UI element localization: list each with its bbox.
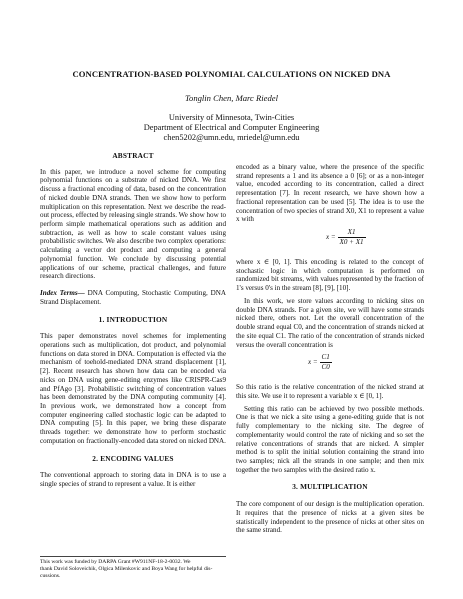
index-terms-text: DNA Computing, Stochastic Computing, DNA Strand Displacement. (40, 289, 226, 306)
left-column (40, 152, 226, 489)
affiliation-block (0, 113, 463, 143)
equation-fraction-x (236, 224, 424, 258)
encoding-paragraph-5: Setting this ratio can be achieved by two possible methods. One is that we nick a site using a gene-editing guide that is not fully complementary to the nicking site. The degree of complementarity would control the rate of nicking and so set the relative concentrations of strands that are nicked. A simpler method is to split the initial solution containing the strand into two samples; nick all the strands in one sample; and then mix together the two samples with the desired ratio x. (236, 404, 424, 474)
abstract-heading: ABSTRACT (112, 151, 154, 160)
equation-numerator: X1 (347, 228, 356, 237)
affiliation-university: University of Minnesota, Twin-Cities (168, 113, 295, 122)
equation-lhs: x = (308, 358, 318, 367)
paper-authors: Tonglin Chen, Marc Riedel (185, 93, 278, 103)
encoding-text: The conventional approach to storing data in DNA is to use a single species of strand to represent a value. It is either (40, 471, 226, 488)
equation-lhs: x = (326, 232, 336, 241)
abstract-text: In this paper, we introduce a novel scheme for computing polynomial functions on a substrate of nicked DNA. We first discuss a fractional encoding of data, based on the concentration of nicked double DNA strands. Then we show how to perform multiplication on this representation. Next we describe the read-out process, effected by releasing single strands. We show how to perform simple mathematical operations such as addition and subtraction, as well as how to scale constant values using probabilistic switches. We also describe two complex operations: calculating a vector dot product and computing a general polynomial function. We conclude by discussing potential applications of our scheme, practical challenges, and future research directions. (40, 167, 226, 281)
encoding-paragraph-2: where x ∈ [0, 1]. This encoding is related to the concept of stochastic logic in which computation is performed on randomized bit streams, with values represented by the fraction of 1's versus 0's in the stream [8], [9], [10]. (236, 258, 424, 293)
equation-denominator: C0 (321, 362, 330, 371)
multiplication-text: The core component of our design is the multiplication operation. It requires that the presence of nicks at a given sites be statistically independent to the presence of nicks at other sites on the same strand. (236, 500, 424, 535)
equation-denominator: X0 + X1 (339, 237, 364, 246)
paper-title: CONCENTRATION-BASED POLYNOMIAL CALCULATIONS ON NICKED DNA (72, 69, 391, 79)
encoding-paragraph-1: encoded as a binary value, where the presence of the specific strand represents a 1 and its absence a 0 [6]; or as a non-integer value, encoded according to its concentration, called a direct representation [7]. In recent research, we have shown how a fractional representation can be used [5]. The idea is to use the concentration of two species of strand X0, X1 to represent a value x with (236, 163, 424, 224)
footnote (40, 556, 226, 580)
equation-fraction (320, 353, 332, 371)
equation-fraction (338, 228, 366, 246)
encoding-paragraph-4: So this ratio is the relative concentration of the nicked strand at this site. We use it to represent a variable x ∈ [0, 1]. (236, 383, 424, 400)
affiliation-department: Department of Electrical and Computer Engineering (143, 123, 320, 132)
intro-heading: 1. INTRODUCTION (98, 314, 168, 324)
encoding-heading: 2. ENCODING VALUES (92, 453, 174, 463)
intro-text: This paper demonstrates novel schemes for implementing operations such as multiplication, dot product, and polynomial functions on data stored in DNA. Computation is effected via the mechanism of toehold-mediated DNA strand displacement [1], [2]. Recent research has shown how data can be encoded via nicks on DNA using gene-editing enzymes like CRISPR-Cas9 and PfAgo [3]. Probabilistic switching of concentration values has been demonstrated by the DNA computing community [4]. In previous work, we demonstrated how a concept from computer engineering called stochastic logic can be adapted to DNA computing [5]. In this paper, we bring these disparate threads together: we demonstrate how to perform stochastic computation on fractionally-encoded data stored on nicked DNA. (40, 332, 226, 445)
footnote-line: cussions. (40, 573, 61, 579)
equation-numerator: C1 (321, 353, 330, 362)
index-terms-label: Index Terms— (40, 289, 85, 298)
footnote-line: thank David Soloveichik, Olgica Milenkovic and Boya Wang for helpful dis- (40, 566, 213, 572)
encoding-paragraph-3: In this work, we store values according to nicking sites on double DNA strands. For a given site, we will have some strands nicked there, others not. Let the overall concentration of the double strand equal C0, and the concentration of strands nicked at the site equal C1. The ratio of the concentration of strands nicked versus the overall concentration is (236, 296, 424, 349)
right-column (236, 163, 424, 535)
equation-concentration-ratio (236, 349, 424, 383)
multiplication-heading: 3. MULTIPLICATION (292, 482, 368, 492)
affiliation-emails: chen5202@umn.edu, mriedel@umn.edu (163, 133, 300, 142)
footnote-line: This work was funded by DARPA Grant #W911NF-18-2-0032. We (40, 559, 191, 565)
index-terms (40, 289, 226, 306)
